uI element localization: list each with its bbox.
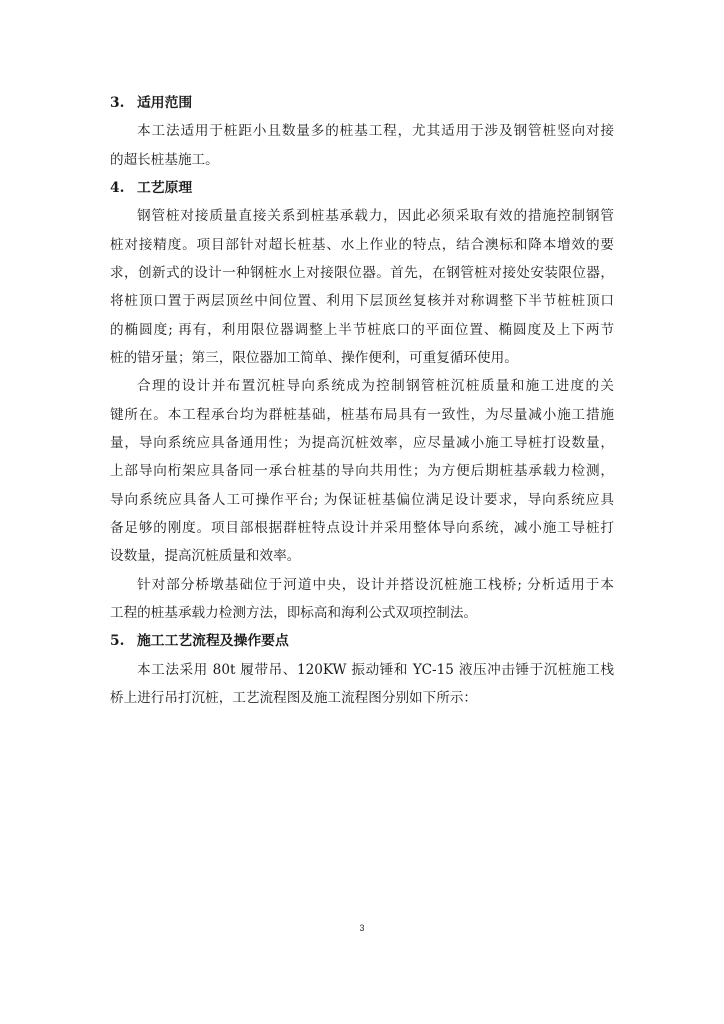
paragraph-line: 桥上进行吊打沉桩，工艺流程图及施工流程图分别如下所示： [110, 689, 478, 706]
page-number: 3 [359, 923, 365, 933]
paragraph-line: 设数量，提高沉桩质量和效率。 [110, 548, 301, 565]
paragraph-line: 桩的错牙量；第三，限位器加工简单、操作便利，可重复循环使用。 [110, 349, 518, 366]
paragraph-line: 备足够的刚度。项目部根据群桩特点设计并采用整体导向系统，减小施工导桩打 [110, 519, 614, 536]
paragraph [110, 571, 614, 628]
paragraph-line: 针对部分桥墩基础位于河道中央，设计并搭设沉桩施工栈桥; 分析适用于本 [137, 576, 614, 593]
section-number: 4. [110, 179, 125, 196]
section-title: 适用范围 [137, 95, 193, 111]
section-heading [110, 174, 614, 202]
section-heading [110, 627, 614, 655]
paragraph-line: 导向系统应具备人工可操作平台; 为保证桩基偏位满足设计要求，导向系统应具 [110, 491, 614, 508]
section-title: 工艺原理 [137, 179, 193, 196]
paragraph-line: 钢管桩对接质量直接关系到桩基承载力，因此必须采取有效的措施控制钢管 [137, 208, 614, 225]
paragraph [110, 117, 614, 174]
paragraph-line: 桩对接精度。项目部针对超长桩基、水上作业的特点，结合澳标和降本增效的要 [110, 236, 614, 253]
paragraph [110, 372, 614, 570]
paragraph-line: 键所在。本工程承台均为群桩基础，桩基布局具有一致性，为尽量减小施工措施 [110, 406, 614, 423]
paragraph [110, 656, 614, 713]
section-title: 施工工艺流程及操作要点 [137, 633, 289, 650]
section-number: 3. [110, 95, 125, 111]
paragraph-line: 量，导向系统应具备通用性；为提高沉桩效率，应尽量减小施工导桩打设数量， [110, 434, 614, 451]
document-body [110, 89, 614, 712]
section-heading [110, 89, 614, 117]
paragraph-line: 本工法采用 80t 履带吊、120KW 振动锤和 YC-15 液压冲击锤于沉桩施工栈 [137, 661, 614, 678]
paragraph [110, 202, 614, 372]
paragraph-line: 将桩顶口置于两层顶丝中间位置、利用下层顶丝复核并对称调整下半节桩桩顶口 [110, 293, 614, 310]
paragraph-line: 本工法适用于桩距小且数量多的桩基工程，尤其适用于涉及钢管桩竖向对接 [137, 123, 614, 140]
paragraph-line: 的超长桩基施工。 [110, 151, 219, 168]
paragraph-line: 的椭圆度; 再有，利用限位器调整上半节桩底口的平面位置、椭圆度及上下两节 [110, 321, 614, 338]
paragraph-line: 求，创新式的设计一种钢桩水上对接限位器。首先，在钢管桩对接处安装限位器， [110, 264, 614, 281]
paragraph-line: 工程的桩基承载力检测方法，即标高和海利公式双项控制法。 [110, 604, 478, 621]
paragraph-line: 合理的设计并布置沉桩导向系统成为控制钢管桩沉桩质量和施工进度的关 [137, 378, 614, 395]
section-number: 5. [110, 633, 125, 650]
paragraph-line: 上部导向桁架应具备同一承台桩基的导向共用性；为方便后期桩基承载力检测， [110, 463, 614, 480]
